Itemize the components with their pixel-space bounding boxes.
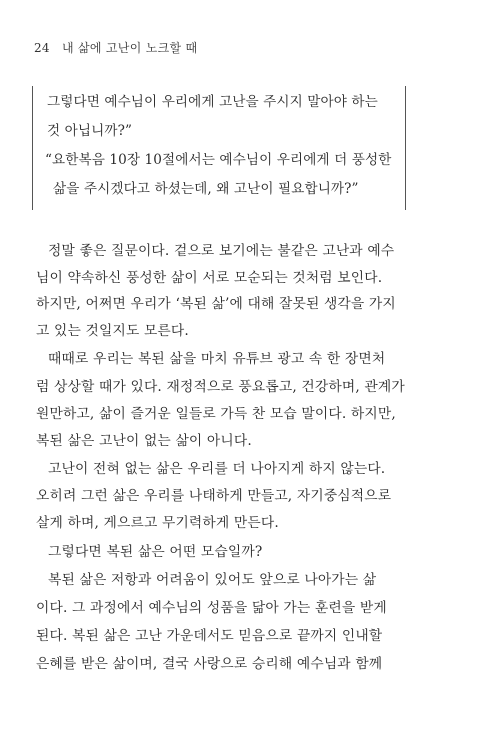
quote-line: 삶을 주시겠다고 하셨는데, 왜 고난이 필요합니까?”: [53, 181, 359, 197]
paragraph-line: 님이 약속하신 풍성한 삶이 서로 모순되는 것처럼 보인다.: [36, 270, 383, 286]
paragraph-line: 정말 좋은 질문이다. 겉으로 보기에는 불같은 고난과 예수: [48, 243, 395, 259]
paragraph-line: 때때로 우리는 복된 삶을 마치 유튜브 광고 속 한 장면처: [48, 351, 386, 367]
paragraph-line: 은혜를 받은 삶이며, 결국 사랑으로 승리해 예수님과 함께: [36, 656, 383, 672]
quote-line: 것 아닙니까?”: [47, 123, 133, 139]
running-header: [34, 39, 197, 56]
quote-line: 그렇다면 예수님이 우리에게 고난을 주시지 말아야 하는: [47, 94, 378, 110]
paragraph-line: 럼 상상할 때가 있다. 재정적으로 풍요롭고, 건강하며, 관계가: [36, 379, 405, 395]
paragraph-line: 오히려 그런 삶은 우리를 나태하게 만들고, 자기중심적으로: [36, 488, 392, 504]
paragraph-line: 이다. 그 과정에서 예수님의 성품을 닮아 가는 훈련을 받게: [36, 600, 387, 616]
paragraph-line: 하지만, 어쩌면 우리가 ‘복된 삶’에 대해 잘못된 생각을 가지: [36, 296, 396, 312]
paragraph-line: 원만하고, 삶이 즐거운 일들로 가득 찬 모습 말이다. 하지만,: [36, 406, 396, 422]
paragraph-line: 그렇다면 복된 삶은 어떤 모습일까?: [48, 544, 263, 560]
running-title: 내 삶에 고난이 노크할 때: [62, 41, 198, 55]
paragraph-line: 고 있는 것일지도 모른다.: [36, 323, 189, 339]
paragraph-line: 복된 삶은 저항과 어려움이 있어도 앞으로 나아가는 삶: [48, 572, 377, 588]
paragraph-line: 고난이 전혀 없는 삶은 우리를 더 나아지게 하지 않는다.: [48, 461, 386, 477]
paragraph-line: 된다. 복된 삶은 고난 가운데서도 믿음으로 끝까지 인내할: [36, 628, 383, 644]
page-number: 24: [34, 41, 50, 55]
paragraph-line: 복된 삶은 고난이 없는 삶이 아니다.: [36, 433, 252, 449]
quote-box: [32, 86, 406, 210]
paragraph-line: 살게 하며, 게으르고 무기력하게 만든다.: [36, 515, 279, 531]
quote-line: “요한복음 10장 10절에서는 예수님이 우리에게 더 풍성한: [45, 152, 392, 168]
